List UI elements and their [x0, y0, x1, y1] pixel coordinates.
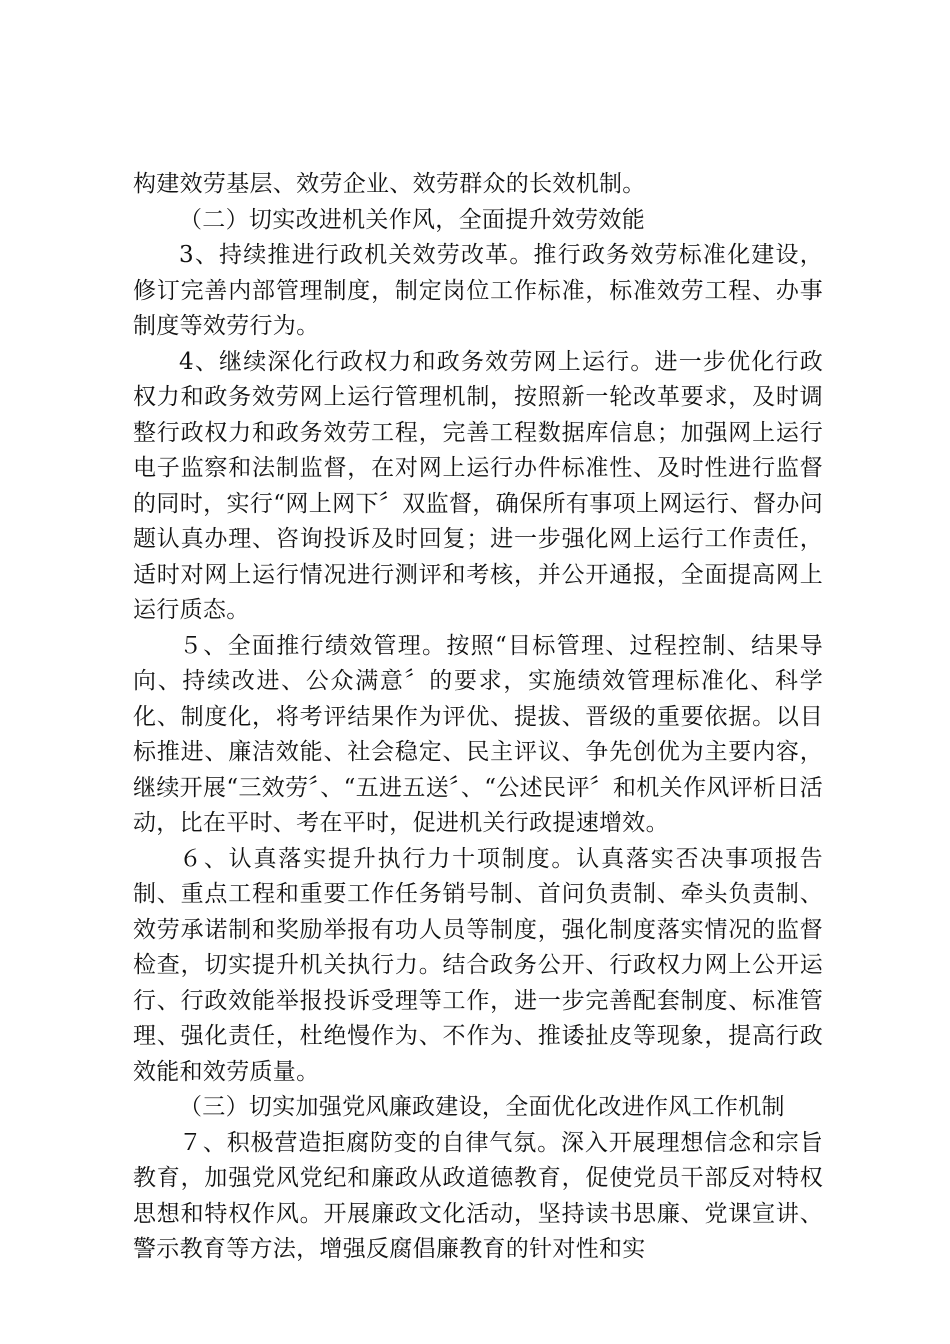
paragraph-item-3: 3、持续推进行政机关效劳改革。推行政务效劳标准化建设，修订完善内部管理制度，制定岗位工作标准，标准效劳工程、办事制度等效劳行为。 [133, 242, 823, 339]
paragraph-item-7: ７、积极营造拒腐防变的自律气氛。深入开展理想信念和宗旨教育，加强党风党纪和廉政从政道德教育，促使党员干部反对特权思想和特权作风。开展廉政文化活动，坚持读书思廉、党课宣讲、警示教育等方法，增强反腐倡廉教育的针对性和实 [133, 1129, 823, 1262]
section-heading-3: （三）切实加强党风廉政建设，全面优化改进作风工作机制 [179, 1094, 785, 1120]
paragraph-continuation: 构建效劳基层、效劳企业、效劳群众的长效机制。 [133, 171, 646, 197]
document-body [133, 167, 823, 1268]
paragraph-item-5: ５、全面推行绩效管理。按照“目标管理、过程控制、结果导向、持续改进、公众满意〞的要求，实施绩效管理标准化、科学化、制度化，将考评结果作为评优、提拔、晋级的重要依据。以目标推进、廉洁效能、社会稳定、民主评议、争先创优为主要内容，继续开展“三效劳〞、“五进五送〞、“公述民评〞和机关作风评析日活动，比在平时、考在平时，促进机关行政提速增效。 [133, 632, 823, 836]
paragraph-item-4: 4、继续深化行政权力和政务效劳网上运行。进一步优化行政权力和政务效劳网上运行管理机制，按照新一轮改革要求，及时调整行政权力和政务效劳工程，完善工程数据库信息；加强网上运行电子监察和法制监督，在对网上运行办件标准性、及时性进行监督的同时，实行“网上网下〞双监督，确保所有事项上网运行、督办问题认真办理、咨询投诉及时回复；进一步强化网上运行工作责任，适时对网上运行情况进行测评和考核，并公开通报，全面提高网上运行质态。 [133, 348, 823, 623]
section-heading-2: （二）切实改进机关作风，全面提升效劳效能 [179, 206, 645, 233]
paragraph-item-6: ６、认真落实提升执行力十项制度。认真落实否决事项报告制、重点工程和重要工作任务销号制、首问负责制、牵头负责制、效劳承诺制和奖励举报有功人员等制度，强化制度落实情况的监督检查，切实提升机关执行力。结合政务公开、行政权力网上公开运行、行政效能举报投诉受理等工作，进一步完善配套制度、标准管理、强化责任，杜绝慢作为、不作为、推诿扯皮等现象，提高行政效能和效劳质量。 [133, 845, 823, 1085]
